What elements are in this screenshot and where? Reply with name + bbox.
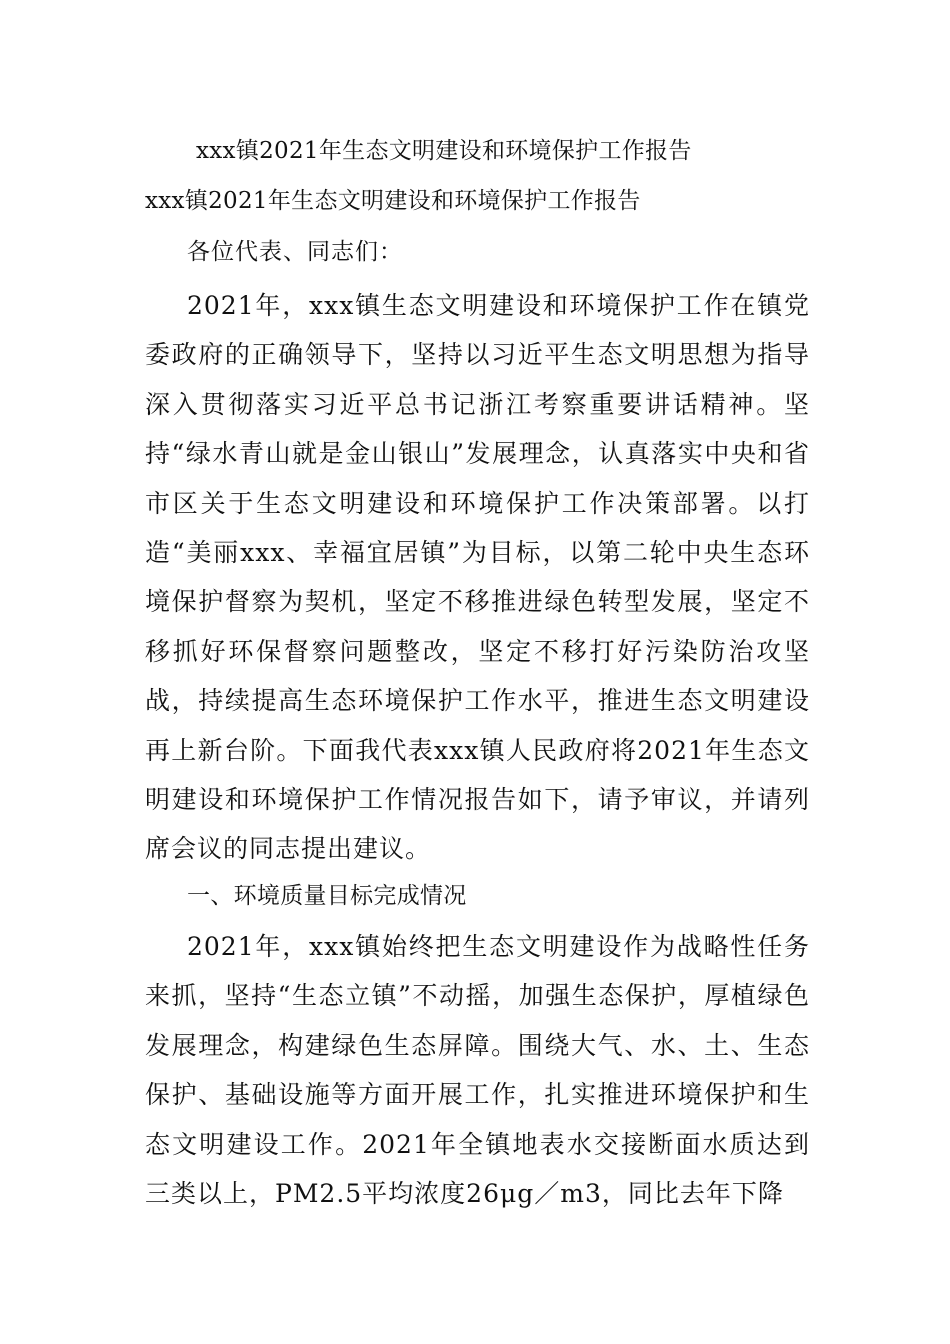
section-heading-1: 一、环境质量目标完成情况 (187, 883, 467, 909)
paragraph-intro: 2021年，xxx镇生态文明建设和环境保护工作在镇党委政府的正确领导下，坚持以习近平生态文明思想为指导深入贯彻落实习近平总书记浙江考察重要讲话精神。坚持“绿水青山就是金山银山”发展理念，认真落实中央和省市区关于生态文明建设和环境保护工作决策部署。以打造“美丽xxx、幸福宜居镇”为目标，以第二轮中央生态环境保护督察为契机，坚定不移推进绿色转型发展，坚定不移抓好环保督察问题整改，坚定不移打好污染防治攻坚战，持续提高生态环境保护工作水平，推进生态文明建设再上新台阶。下面我代表xxx镇人民政府将2021年生态文明建设和环境保护工作情况报告如下，请予审议，并请列席会议的同志提出建议。 (145, 291, 810, 864)
paragraph-section-1: 2021年，xxx镇始终把生态文明建设作为战略性任务来抓，坚持“生态立镇”不动摇，加强生态保护，厚植绿色发展理念，构建绿色生态屏障。围绕大气、水、土、生态保护、基础设施等方面开展工作，扎实推进环境保护和生态文明建设工作。2021年全镇地表水交接断面水质达到三类以上，PM2.5平均浓度26μg／m3，同比去年下降 (145, 932, 810, 1209)
document-title-centered: xxx镇2021年生态文明建设和环境保护工作报告 (196, 138, 692, 164)
salutation: 各位代表、同志们： (187, 239, 403, 265)
document-title: xxx镇2021年生态文明建设和环境保护工作报告 (145, 188, 641, 214)
